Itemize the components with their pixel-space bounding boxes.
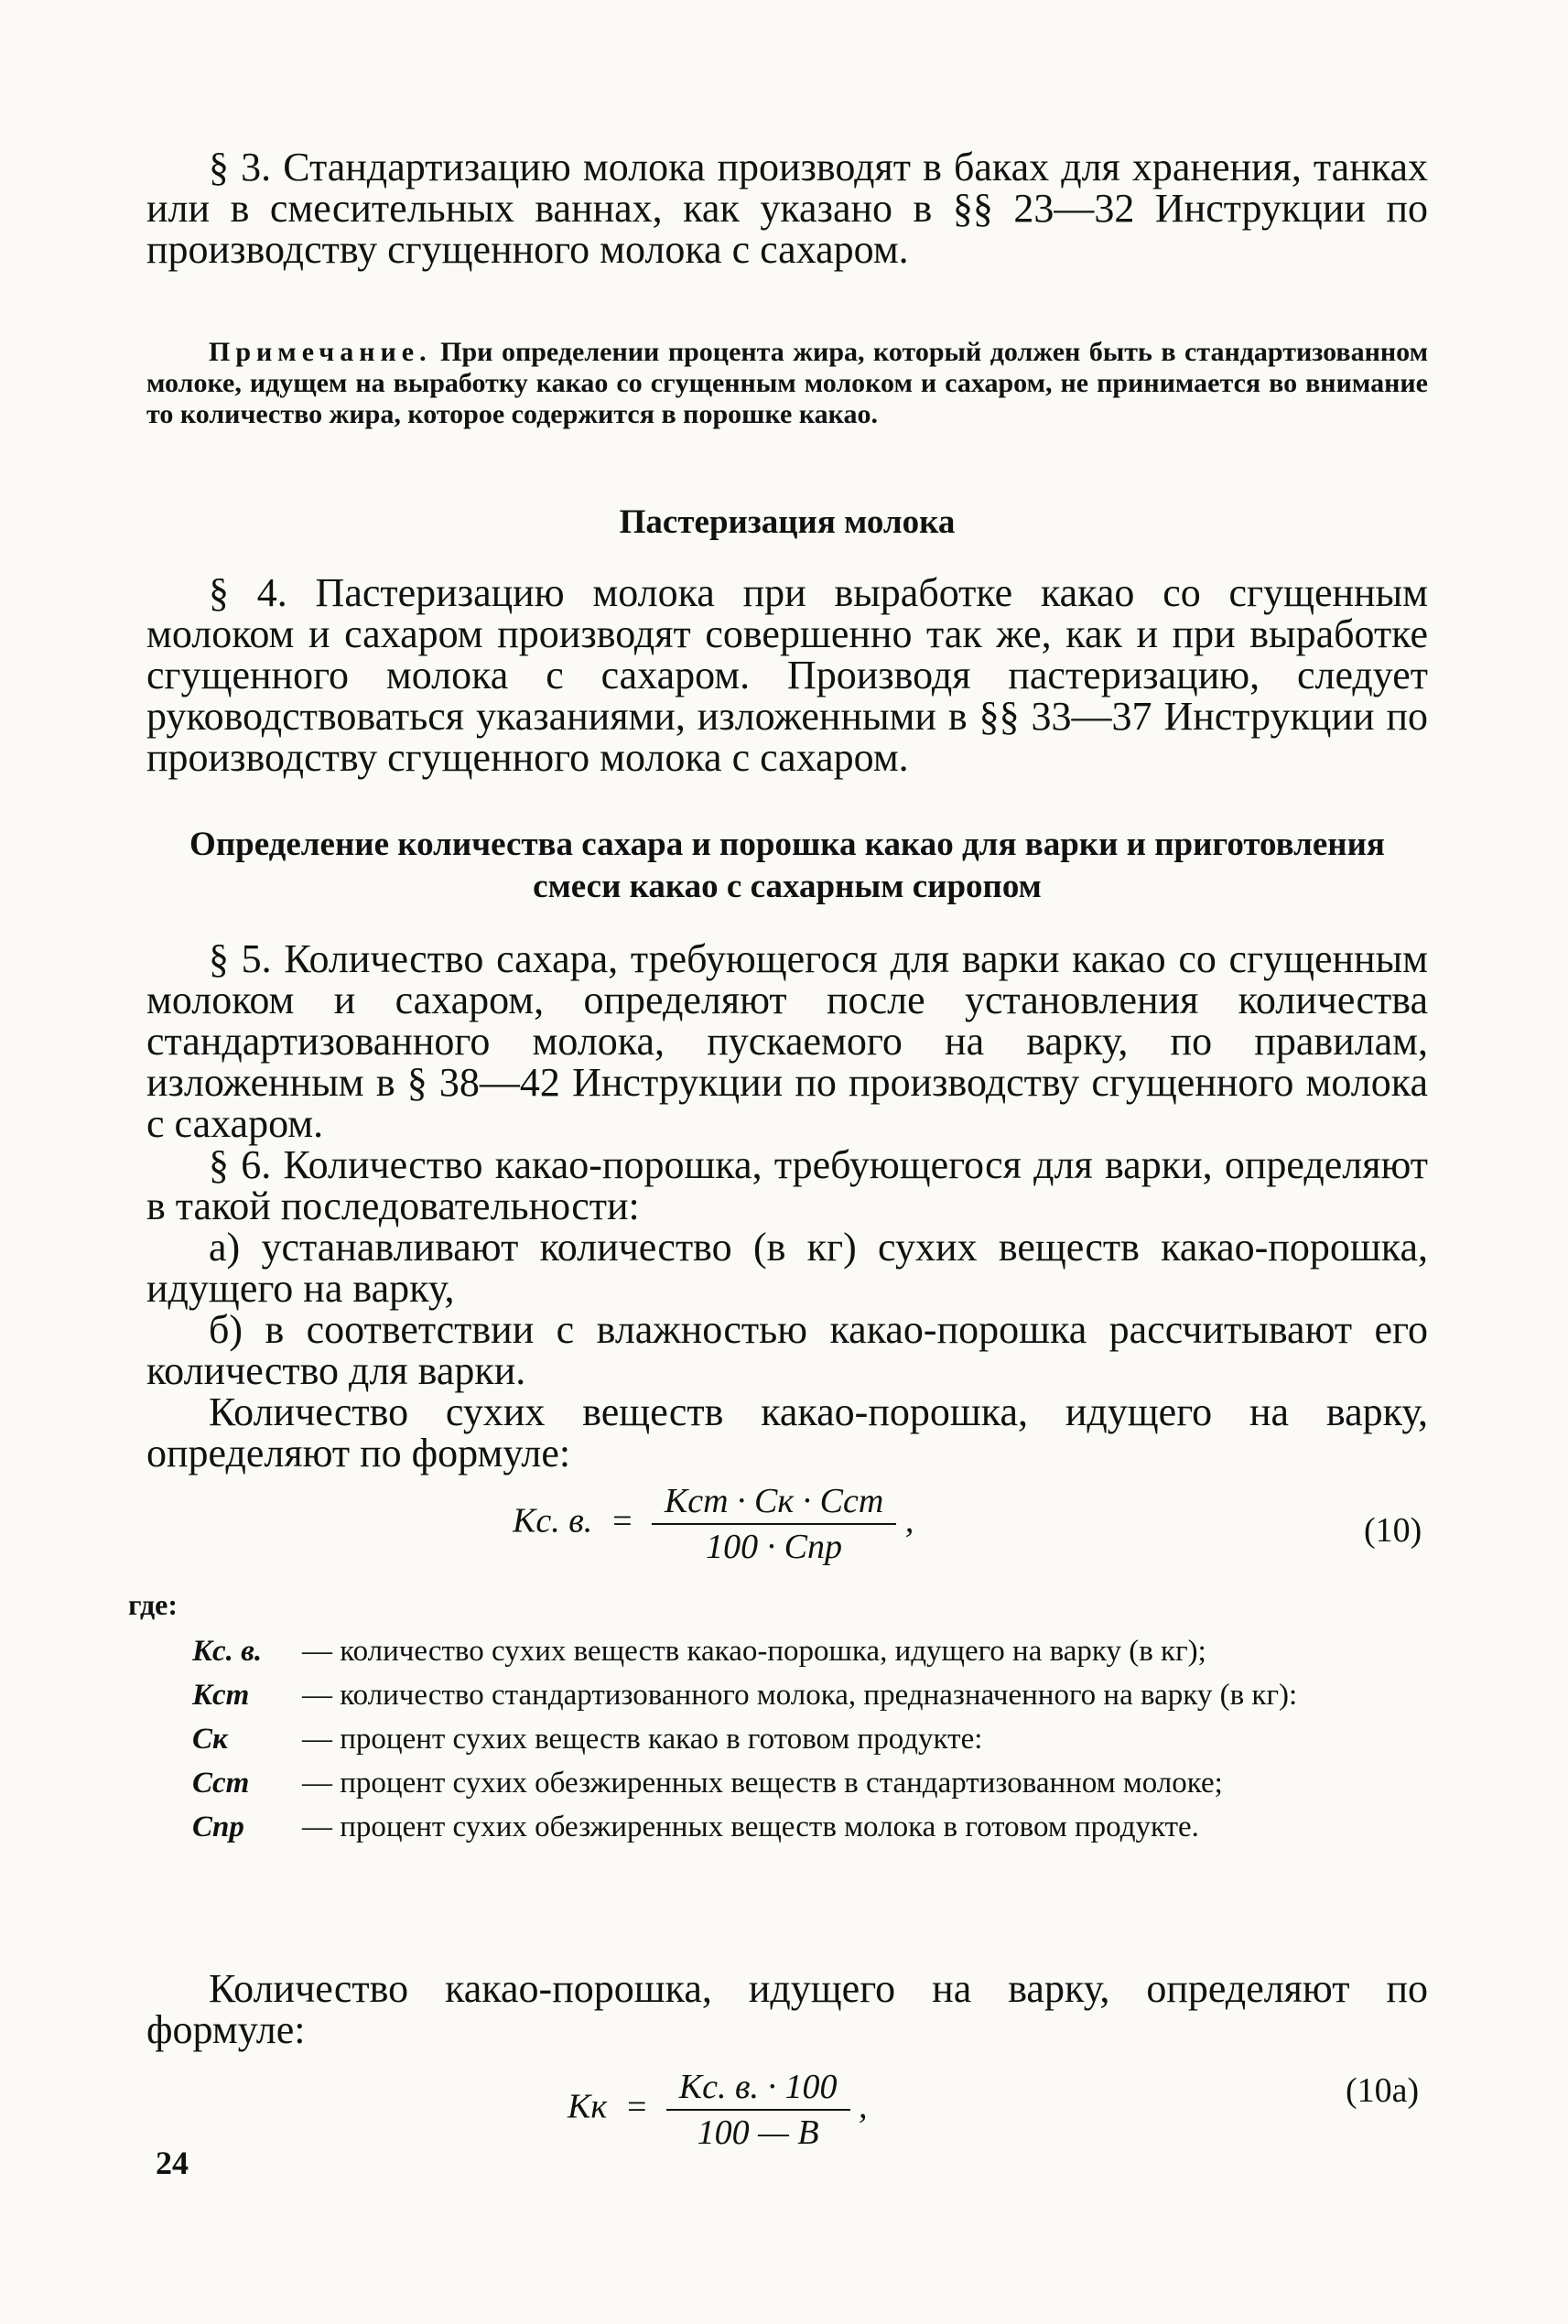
formula-10a-numerator: Kс. в. · 100: [666, 2067, 850, 2111]
note: [146, 337, 1428, 430]
formula-10a-lhs: Kк: [568, 2087, 608, 2126]
note-text: При определении процента жира, который должен быть в стандартизованном молоке, идущем на выработку какао со сгущенным молоком и сахаром, не принимается во внимание то количество жира, которое содержится в порошке какао.: [146, 337, 1429, 429]
definition-symbol: Cпр: [192, 1811, 244, 1843]
definition-row: [192, 1810, 1428, 1844]
formula-10-eq: =: [610, 1501, 634, 1540]
list-item-b: б) в соответствии с влажностью какао-порошка рассчитывают его количество для варки.: [146, 1307, 1428, 1393]
formula-10a-fraction: [666, 2067, 850, 2153]
page-number: 24: [156, 2145, 189, 2181]
section-heading-pasteurization: Пастеризация молока: [619, 503, 956, 541]
definition-row: [192, 1722, 1428, 1757]
formula-10-denominator: 100 · Cпр: [706, 1528, 843, 1566]
definition-text: — процент сухих веществ какао в готовом продукте:: [302, 1723, 983, 1756]
formula-10-lhs: Kс. в.: [513, 1501, 593, 1540]
paragraph-5: § 5. Количество сахара, требующегося для варки какао со сгущенным молоком и сахаром, определяют после установления количества стандартизованного молока, пускаемого на варку, по правилам, изложенным в § 38—42 Инструкции по производству сгущенного молока с сахаром.: [146, 936, 1428, 1146]
definition-text: — количество стандартизованного молока, предназначенного на варку (в кг):: [302, 1679, 1298, 1712]
formula-10a: [568, 2067, 868, 2153]
definition-row: [192, 1634, 1428, 1669]
definition-text: — процент сухих обезжиренных веществ молока в готовом продукте.: [302, 1811, 1199, 1843]
where-label: где:: [128, 1588, 178, 1621]
formula-10: [513, 1481, 914, 1567]
paragraph-4: § 4. Пастеризацию молока при выработке какао со сгущенным молоком и сахаром производят совершенно так же, как и при выработке сгущенного молока с сахаром. Производя пастеризацию, следует руководствоваться указаниями, изложенными в §§ 33—37 Инструкции по производству сгущенного молока с сахаром.: [146, 570, 1428, 780]
note-label: Примечание.: [209, 337, 432, 367]
definition-symbol: Kс. в.: [192, 1635, 263, 1668]
formula-10-numerator: Kст · Cк · Cст: [652, 1481, 896, 1525]
paragraph-7: Количество сухих веществ какао-порошка, идущего на варку, определяют по формуле:: [146, 1389, 1428, 1475]
section-heading-sugar-cocoa: Определение количества сахара и порошка какао для варки и приготовления смеси какао с сахарным сиропом: [189, 826, 1385, 905]
formula-10a-comma: ,: [859, 2087, 868, 2126]
definition-row: [192, 1766, 1428, 1800]
list-item-a: а) устанавливают количество (в кг) сухих веществ какао-порошка, идущего на варку,: [146, 1225, 1428, 1311]
formula-10a-eq: =: [624, 2087, 649, 2126]
formula-10-fraction: [652, 1481, 896, 1567]
paragraph-3: § 3. Стандартизацию молока производят в баках для хранения, танках или в смесительных ваннах, как указано в §§ 23—32 Инструкции по производству сгущенного молока с сахаром.: [146, 145, 1428, 272]
definitions-list: [192, 1634, 1428, 1854]
definition-text: — процент сухих обезжиренных веществ в стандартизованном молоке;: [302, 1767, 1223, 1800]
paragraph-8: Количество какао-порошка, идущего на варку, определяют по формуле:: [146, 1966, 1428, 2052]
formula-10-comma: ,: [904, 1501, 914, 1540]
formula-10-number: (10): [1364, 1511, 1422, 1550]
definition-row: [192, 1678, 1428, 1713]
formula-10a-denominator: 100 — B: [697, 2113, 819, 2152]
definition-symbol: Cк: [192, 1723, 228, 1756]
definition-symbol: Kст: [192, 1679, 250, 1712]
formula-10a-number: (10а): [1346, 2071, 1420, 2110]
definition-symbol: Cст: [192, 1767, 250, 1800]
definition-text: — количество сухих веществ какао-порошка, идущего на варку (в кг);: [302, 1635, 1206, 1668]
paragraph-6: § 6. Количество какао-порошка, требующегося для варки, определяют в такой последовательности:: [146, 1142, 1428, 1228]
